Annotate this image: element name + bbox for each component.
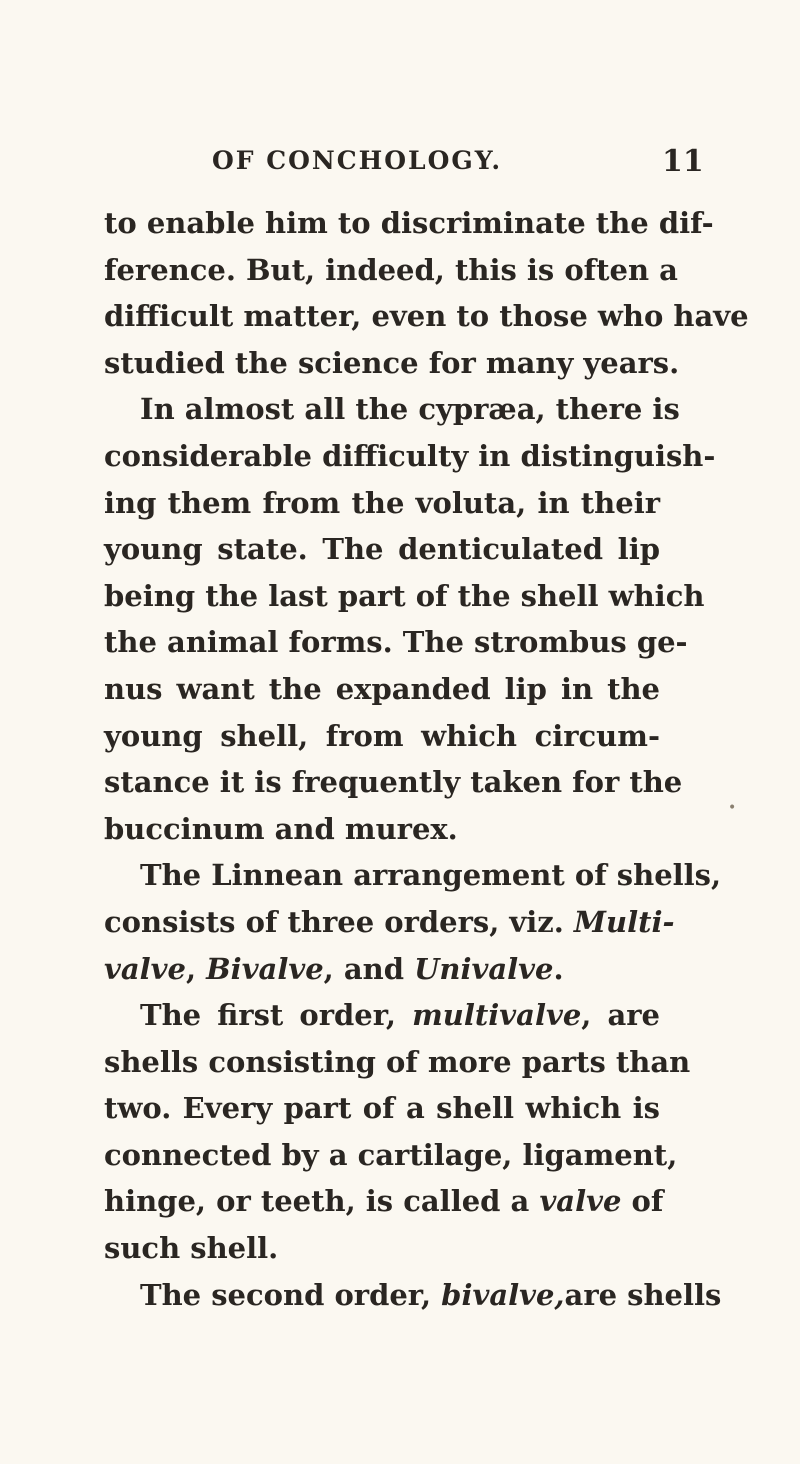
text-line (104, 852, 722, 899)
text-segment: two. Every part of a shell which is (104, 1091, 660, 1126)
text-line (104, 759, 683, 806)
text-segment: consists of three orders, viz. (104, 904, 574, 939)
text-segment: stance it is frequently taken for the (104, 765, 683, 800)
text-segment: of (621, 1184, 664, 1219)
italic-text: valve (539, 1184, 622, 1219)
text-line (104, 1039, 691, 1086)
text-segment: buccinum and murex. (104, 811, 458, 846)
text-segment: hinge, or teeth, is called a (104, 1184, 540, 1219)
text-segment: such shell. (104, 1231, 279, 1266)
text-segment: The second order, (140, 1277, 442, 1312)
text-line (104, 666, 660, 713)
text-segment: The first order, (140, 998, 413, 1033)
page-number: 11 (662, 144, 704, 179)
text-line (104, 293, 749, 340)
text-segment: young shell, from which circum- (104, 718, 660, 753)
text-line (104, 1272, 722, 1319)
text-segment: considerable difficulty in distinguish- (104, 438, 716, 473)
text-line (104, 386, 680, 433)
text-segment: young state. The denticulated lip (104, 532, 660, 567)
text-segment: studied the science for many years. (104, 345, 680, 380)
text-segment: , are (581, 998, 660, 1033)
text-line (104, 946, 660, 993)
text-line (104, 1225, 660, 1272)
text-line (104, 992, 660, 1039)
text-segment: , and (323, 951, 415, 986)
italic-text: Univalve (414, 951, 554, 986)
text-segment: . (553, 951, 564, 986)
running-title: OF CONCHOLOGY. (212, 146, 503, 175)
body-text (104, 200, 749, 1318)
text-segment: being the last part of the shell which (104, 578, 705, 613)
text-segment: the animal forms. The strombus ge- (104, 625, 688, 660)
text-line (104, 1178, 664, 1225)
text-line (104, 247, 678, 294)
text-segment: ference. But, indeed, this is often a (104, 252, 678, 287)
italic-text: Multi- (573, 904, 675, 939)
text-line (104, 619, 688, 666)
text-line (104, 713, 660, 760)
page-header (0, 146, 800, 186)
text-line (104, 526, 660, 573)
text-line (104, 200, 714, 247)
text-segment: connected by a cartilage, ligament, (104, 1137, 678, 1172)
text-segment: are shells (564, 1277, 722, 1312)
italic-text: valve (104, 951, 186, 986)
text-segment: , (185, 951, 207, 986)
text-segment: nus want the expanded lip in the (104, 671, 660, 706)
text-line (104, 1085, 660, 1132)
italic-text: multivalve (412, 998, 582, 1033)
text-line (104, 573, 705, 620)
italic-text: Bivalve (206, 951, 324, 986)
text-line (104, 480, 660, 527)
text-segment: difficult matter, even to those who have (104, 299, 749, 334)
text-segment: In almost all the cypræa, there is (140, 392, 680, 427)
text-line (104, 433, 716, 480)
text-line (104, 899, 675, 946)
text-line (104, 1132, 678, 1179)
text-segment: ing them from the voluta, in their (104, 485, 660, 520)
text-segment: to enable him to discriminate the dif- (104, 206, 714, 240)
text-line (104, 340, 680, 387)
text-line (104, 806, 660, 853)
ink-speck: • (728, 800, 737, 816)
text-segment: shells consisting of more parts than (104, 1044, 691, 1079)
text-segment: The Linnean arrangement of shells, (140, 858, 722, 893)
italic-text: bivalve, (441, 1277, 565, 1312)
